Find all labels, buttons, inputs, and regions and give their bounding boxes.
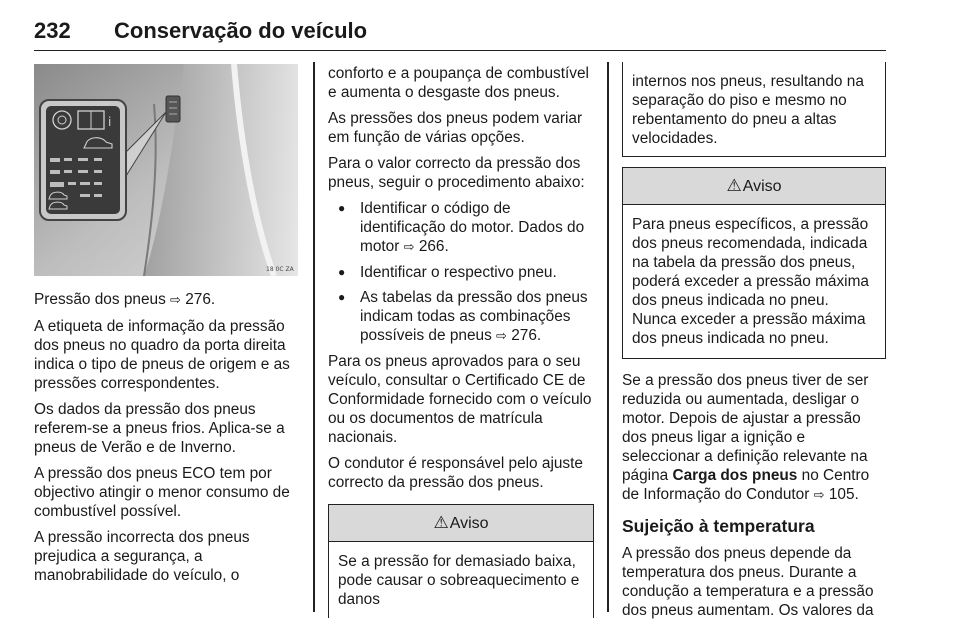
col3-p1-ref[interactable]: 105. bbox=[828, 486, 859, 503]
col1-paragraph-1 bbox=[34, 290, 300, 310]
column-1 bbox=[34, 290, 300, 592]
list-item-text: As tabelas da pressão dos pneus indicam todas as combinações possíveis de pneus bbox=[360, 289, 588, 344]
list-item-ref[interactable]: 266. bbox=[418, 238, 449, 255]
section-heading: Sujeição à temperatura bbox=[622, 516, 815, 536]
warning-title: Aviso bbox=[742, 178, 782, 195]
warning-header bbox=[329, 505, 593, 542]
col1-paragraph-2: A etiqueta de informação da pressão dos pneus no quadro da porta direita indica o tipo de pneus de origem e as pressões correspondentes. bbox=[34, 318, 290, 392]
col2-paragraph-5: O condutor é responsável pelo ajuste correcto da pressão dos pneus. bbox=[328, 455, 583, 491]
column-divider-2 bbox=[607, 62, 609, 612]
col2-paragraph-3: Para o valor correcto da pressão dos pneus, seguir o procedimento abaixo: bbox=[328, 155, 585, 191]
menu-page-name: Carga dos pneus bbox=[672, 467, 798, 484]
chapter-title: Conservação do veículo bbox=[114, 18, 368, 43]
figure-code: 18 0C ZA bbox=[266, 266, 294, 273]
col1-paragraph-4: A pressão dos pneus ECO tem por objectivo atingir o menor consumo de combustível possível. bbox=[34, 465, 290, 520]
tire-pressure-label-photo bbox=[34, 64, 298, 276]
page-header bbox=[34, 16, 886, 51]
page-ref-icon: ⇨ bbox=[170, 293, 181, 308]
list-item bbox=[328, 263, 594, 282]
page-ref-icon: ⇨ bbox=[496, 329, 507, 344]
warning-icon: ⚠ bbox=[433, 513, 449, 533]
col1-paragraph-3: Os dados da pressão dos pneus referem-se a pneus frios. Aplica-se a pneus de Verão e de Inverno. bbox=[34, 401, 285, 456]
warning-continued-text: internos nos pneus, resultando na separação do piso e mesmo no rebentamento do pneu a altas velocidades. bbox=[632, 73, 864, 147]
warning-box-continued bbox=[622, 62, 886, 157]
col1-paragraph-5: A pressão incorrecta dos pneus prejudica a segurança, a manobrabilidade do veículo, o bbox=[34, 529, 250, 584]
col2-paragraph-2: As pressões dos pneus podem variar em função de várias opções. bbox=[328, 110, 583, 146]
list-item bbox=[328, 199, 594, 257]
col2-paragraph-4: Para os pneus aprovados para o seu veículo, consultar o Certificado CE de Conformidade fornecido com o veículo ou os documentos de matrícula nacionais. bbox=[328, 353, 592, 446]
col3-paragraph-1 bbox=[622, 371, 886, 505]
page-ref-icon: ⇨ bbox=[403, 240, 415, 255]
procedure-list bbox=[328, 199, 594, 346]
list-item-text: Identificar o código de identificação do motor. Dados do motor bbox=[360, 200, 585, 255]
list-item bbox=[328, 288, 594, 346]
warning-text: Se a pressão for demasiado baixa, pode causar o sobreaquecimento e danos bbox=[338, 553, 580, 608]
list-item-text: Identificar o respectivo pneu. bbox=[360, 264, 557, 281]
warning-icon: ⚠ bbox=[726, 176, 742, 196]
warning-header bbox=[623, 168, 885, 205]
warning-title: Aviso bbox=[449, 515, 489, 532]
col1-p1-text: Pressão dos pneus bbox=[34, 291, 171, 308]
column-divider-1 bbox=[313, 62, 315, 612]
warning-box-2 bbox=[622, 167, 886, 359]
warning-text: Para pneus específicos, a pressão dos pneus recomendada, indicada na tabela da pressão dos pneus, poderá exceder a pressão máxima dos pneus indicada no pneu. Nunca exceder a pressão máxima dos pneus indicada no pneu. bbox=[632, 216, 869, 347]
page-number: 232 bbox=[34, 18, 71, 43]
column-3 bbox=[622, 62, 886, 627]
list-item-ref[interactable]: 276. bbox=[511, 327, 542, 344]
warning-box bbox=[328, 504, 594, 618]
column-2 bbox=[328, 64, 594, 618]
col3-p1-text-2: no Centro de Informação do Condutor bbox=[622, 467, 870, 503]
col3-paragraph-2: A pressão dos pneus depende da temperatura dos pneus. Durante a condução a temperatura e a pressão dos pneus aumentam. Os valores da bbox=[622, 545, 874, 619]
col1-p1-ref[interactable]: 276. bbox=[185, 291, 216, 308]
page-ref-icon: ⇨ bbox=[813, 488, 825, 503]
col3-p1-text: Se a pressão dos pneus tiver de ser reduzida ou aumentada, desligar o motor. Depois de ajustar a pressão dos pneus ligar a ignição e seleccionar a definição relevante na página bbox=[622, 372, 869, 484]
col2-paragraph-1: conforto e a poupança de combustível e aumenta o desgaste dos pneus. bbox=[328, 65, 589, 101]
svg-text:i: i bbox=[108, 115, 112, 129]
